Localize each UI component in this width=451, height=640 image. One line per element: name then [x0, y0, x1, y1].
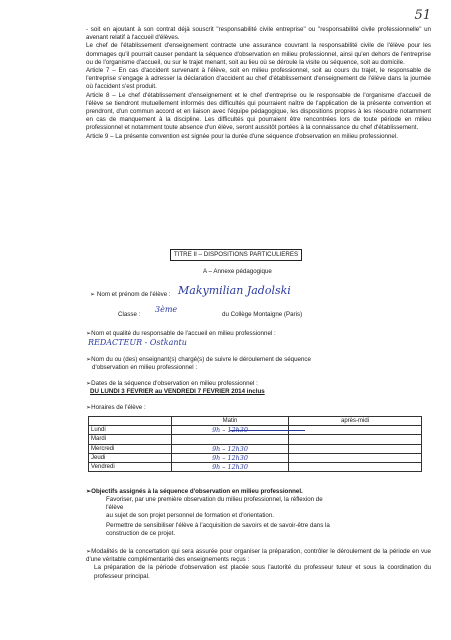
table-header-matin: Matin	[172, 417, 289, 426]
paragraph: Article 8 – Le chef d'établissement d'enseignement et le chef d'entreprise ou le responsable de l'organisme d'accueil de l'élève se tiendront mutuellement informés des difficultés qui pourraient naître de l'application de la présente convention et prendront, d'un commun accord et en liaison avec l'équipe pédagogique, les dispositions propres à les résoudre notamment en cas de manquement à la discipline. Les difficultés qui pourraient être rencontrées lors de toute période en milieu professionnel et notamment toute absence d'un élève, seront aussitôt portées à la connaissance du chef d'établissement.	[86, 91, 431, 132]
handwritten-stroke	[230, 430, 305, 431]
table-row	[89, 453, 422, 462]
student-name-value: Makymilian Jadolski	[178, 284, 291, 297]
modalites-text	[86, 548, 431, 581]
paragraph: ➢Modalités de la concertation qui sera assurée pour organiser la préparation, contrôler le déroulement de la période en vue d'une véritable complémentarité des enseignements reçus :	[86, 548, 431, 564]
apres-midi-cell	[289, 462, 422, 471]
table-header-blank	[89, 417, 172, 426]
table-row	[89, 462, 422, 471]
matin-cell: 9h – 12h30	[172, 453, 289, 462]
horaires-label: ➢Horaires de l'élève :	[86, 404, 146, 411]
apres-midi-cell	[289, 435, 422, 444]
enseignants-label-cont: d'observation en milieu professionnel :	[92, 364, 198, 371]
matin-cell	[172, 435, 289, 444]
day-cell: Jeudi	[89, 453, 172, 462]
day-cell: Mercredi	[89, 444, 172, 453]
table-row	[89, 435, 422, 444]
classe-value: 3ème	[155, 305, 178, 314]
matin-cell: 9h – 12h30	[172, 462, 289, 471]
table-header-row	[89, 417, 422, 426]
objectifs-line: Favoriser, par une première observation du milieu professionnel, la réflexion de	[106, 496, 323, 503]
matin-cell: 9h – 12h30	[172, 426, 289, 435]
student-name-label: ➢ Nom et prénom de l'élève :	[90, 291, 171, 298]
college-text: du Collège Montaigne (Paris)	[222, 311, 303, 318]
day-cell: Vendredi	[89, 462, 172, 471]
paragraph: La préparation de la période d'observation est placée sous l'autorité du professeur tuteur et sous la coordination du professeur principal.	[94, 564, 431, 580]
apres-midi-cell	[289, 444, 422, 453]
paragraph: Le chef de l'établissement d'enseignement contracte une assurance couvrant la responsabilité civile de l'élève pour les dommages qu'il pourrait causer pendant la séquence d'observation en milieu professionnel, ainsi qu'en dehors de l'entreprise ou de l'organisme d'accueil, ou sur le trajet menant, soit au lieu où se déroule la visite ou séquence, soit au domicile.	[86, 42, 431, 66]
responsable-label: ➢Nom et qualité du responsable de l'accueil en milieu professionnel :	[86, 330, 276, 337]
annex-heading: A – Annexe pédagogique	[203, 268, 272, 275]
intro-text	[86, 26, 431, 141]
dates-label: ➢Dates de la séquence d'observation en milieu professionnel :	[86, 380, 258, 387]
objectifs-line: Permettre de sensibiliser l'élève à l'acquisition de savoirs et de savoir-être dans la	[106, 522, 330, 529]
objectifs-line: construction de ce projet.	[106, 530, 176, 537]
paragraph: - soit en ajoutant à son contrat déjà souscrit "responsabilité civile entreprise" ou "responsabilité civile professionnelle" un avenant relatif à l'accueil d'élèves.	[86, 26, 431, 42]
day-cell: Mardi	[89, 435, 172, 444]
objectifs-line: au sujet de son projet personnel de formation et d'orientation.	[106, 512, 275, 519]
apres-midi-cell	[289, 453, 422, 462]
table-header-apres-midi: après-midi	[289, 417, 422, 426]
day-cell: Lundi	[89, 426, 172, 435]
paragraph: Article 7 – En cas d'accident survenant à l'élève, soit en milieu professionnel, soit au cours du trajet, le responsable de l'entreprise s'engage à adresser la déclaration d'accident au chef d'établissement d'enseignement de l'élève dans la journée où l'accident s'est produit.	[86, 67, 431, 91]
table-row	[89, 444, 422, 453]
classe-label: Classe :	[118, 311, 141, 318]
dates-value: DU LUNDI 3 FEVRIER au VENDREDI 7 FEVRIER 2014 inclus	[90, 388, 265, 395]
matin-cell: 9h – 12h30	[172, 444, 289, 453]
section-title: TITRE II – DISPOSITIONS PARTICULIERES	[170, 249, 302, 261]
apres-midi-cell	[289, 426, 422, 435]
page-number: 51	[414, 8, 431, 23]
schedule-table	[88, 416, 422, 472]
objectifs-line: l'élève	[106, 504, 124, 511]
objectifs-label: ➢Objectifs assignés à la séquence d'observation en milieu professionnel.	[86, 488, 303, 495]
responsable-value: REDACTEUR - Ostkantu	[88, 338, 187, 347]
enseignants-label: ➢Nom du ou (des) enseignant(s) chargé(s) de suivre le déroulement de séquence	[86, 356, 311, 363]
paragraph: Article 9 – La présente convention est signée pour la durée d'une séquence d'observation en milieu professionnel.	[86, 132, 398, 140]
